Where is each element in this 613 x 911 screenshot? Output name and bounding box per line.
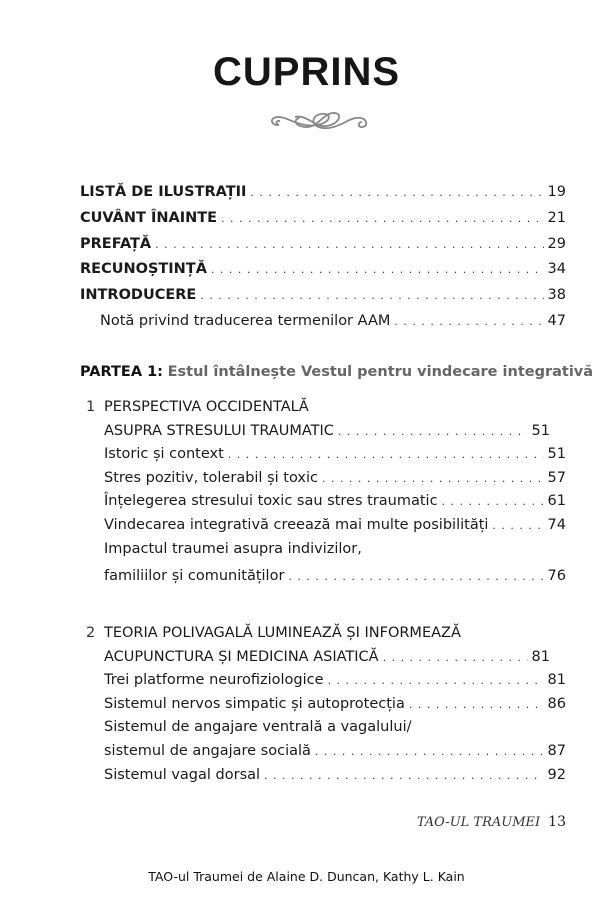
dot-leader [322, 467, 544, 491]
toc-entry[interactable]: Trei platforme neurofiziologice . . . 81 [80, 669, 566, 693]
dot-leader [228, 443, 544, 467]
dot-leader [328, 669, 544, 693]
chapter-number: 1 [86, 399, 96, 415]
toc-entry[interactable]: RECUNOȘTINȚĂ . . . 34 [80, 257, 566, 283]
dot-leader [492, 514, 543, 538]
dot-leader [394, 309, 543, 335]
dot-leader [200, 283, 543, 309]
toc-entry-line1[interactable]: Sistemul de angajare ventrală a vagalului/ [104, 719, 412, 736]
part-heading: PARTEA 1: Estul întâlnește Vestul pentru vindecare integrativă [80, 364, 594, 380]
toc-entry[interactable]: Sistemul vagal dorsal . . . 92 [80, 764, 566, 788]
dot-leader [315, 740, 544, 764]
page-title: CUPRINS [212, 50, 401, 94]
toc-entry[interactable]: INTRODUCERE . . . 38 [80, 283, 566, 309]
toc-entry[interactable]: sistemul de angajare socială . . . 87 [80, 740, 566, 764]
toc-entry[interactable]: familiilor și comunităților . . . 76 [80, 565, 566, 589]
page-number: 13 [548, 814, 566, 830]
toc-entry[interactable]: Înțelegerea stresului toxic sau stres traumatic . . . 61 [80, 490, 566, 514]
chapter-1 [80, 396, 566, 589]
toc-entry-line1[interactable]: Impactul traumei asupra indivizilor, [104, 540, 362, 557]
toc-entry[interactable]: PREFAȚĂ . . . 29 [80, 232, 566, 258]
dot-leader [442, 490, 544, 514]
dot-leader [250, 180, 543, 206]
attribution: TAO-ul Traumei de Alaine D. Duncan, Kathy L. Kain [148, 869, 465, 884]
dot-leader [155, 232, 543, 258]
dot-leader [211, 257, 544, 283]
chapter-title[interactable]: TEORIA POLIVAGALĂ LUMINEAZĂ ȘI INFORMEAZĂ [104, 625, 461, 641]
front-matter-list [80, 180, 566, 335]
toc-entry[interactable]: Notă privind traducerea termenilor AAM . . . 47 [80, 309, 566, 335]
dot-leader [221, 206, 544, 232]
dot-leader [288, 565, 543, 589]
dot-leader [383, 646, 528, 670]
chapter-title-line2[interactable]: ACUPUNCTURA ȘI MEDICINA ASIATICĂ . . . 81 [80, 646, 566, 670]
dot-leader [264, 764, 544, 788]
chapter-title-line2[interactable]: ASUPRA STRESULUI TRAUMATIC . . . 51 [80, 420, 566, 444]
toc-entry[interactable]: Istoric și context . . . 51 [80, 443, 566, 467]
chapter-title[interactable]: PERSPECTIVA OCCIDENTALĂ [104, 399, 309, 415]
dot-leader [409, 693, 544, 717]
toc-entry[interactable]: LISTĂ DE ILUSTRAȚII . . . 19 [80, 180, 566, 206]
chapter-2 [80, 622, 566, 787]
toc-entry[interactable]: Vindecarea integrativă creează mai multe posibilități . . . 74 [80, 514, 566, 538]
toc-entry[interactable]: Stres pozitiv, tolerabil și toxic . . . 57 [80, 467, 566, 491]
dot-leader [338, 420, 528, 444]
flourish-ornament-icon [265, 108, 375, 134]
toc-entry[interactable]: Sistemul nervos simpatic și autoprotecția . . . 86 [80, 693, 566, 717]
toc-entry[interactable]: CUVÂNT ÎNAINTE . . . 21 [80, 206, 566, 232]
chapter-number: 2 [86, 625, 96, 641]
running-head: TAO-UL TRAUMEI 13 [416, 814, 566, 830]
